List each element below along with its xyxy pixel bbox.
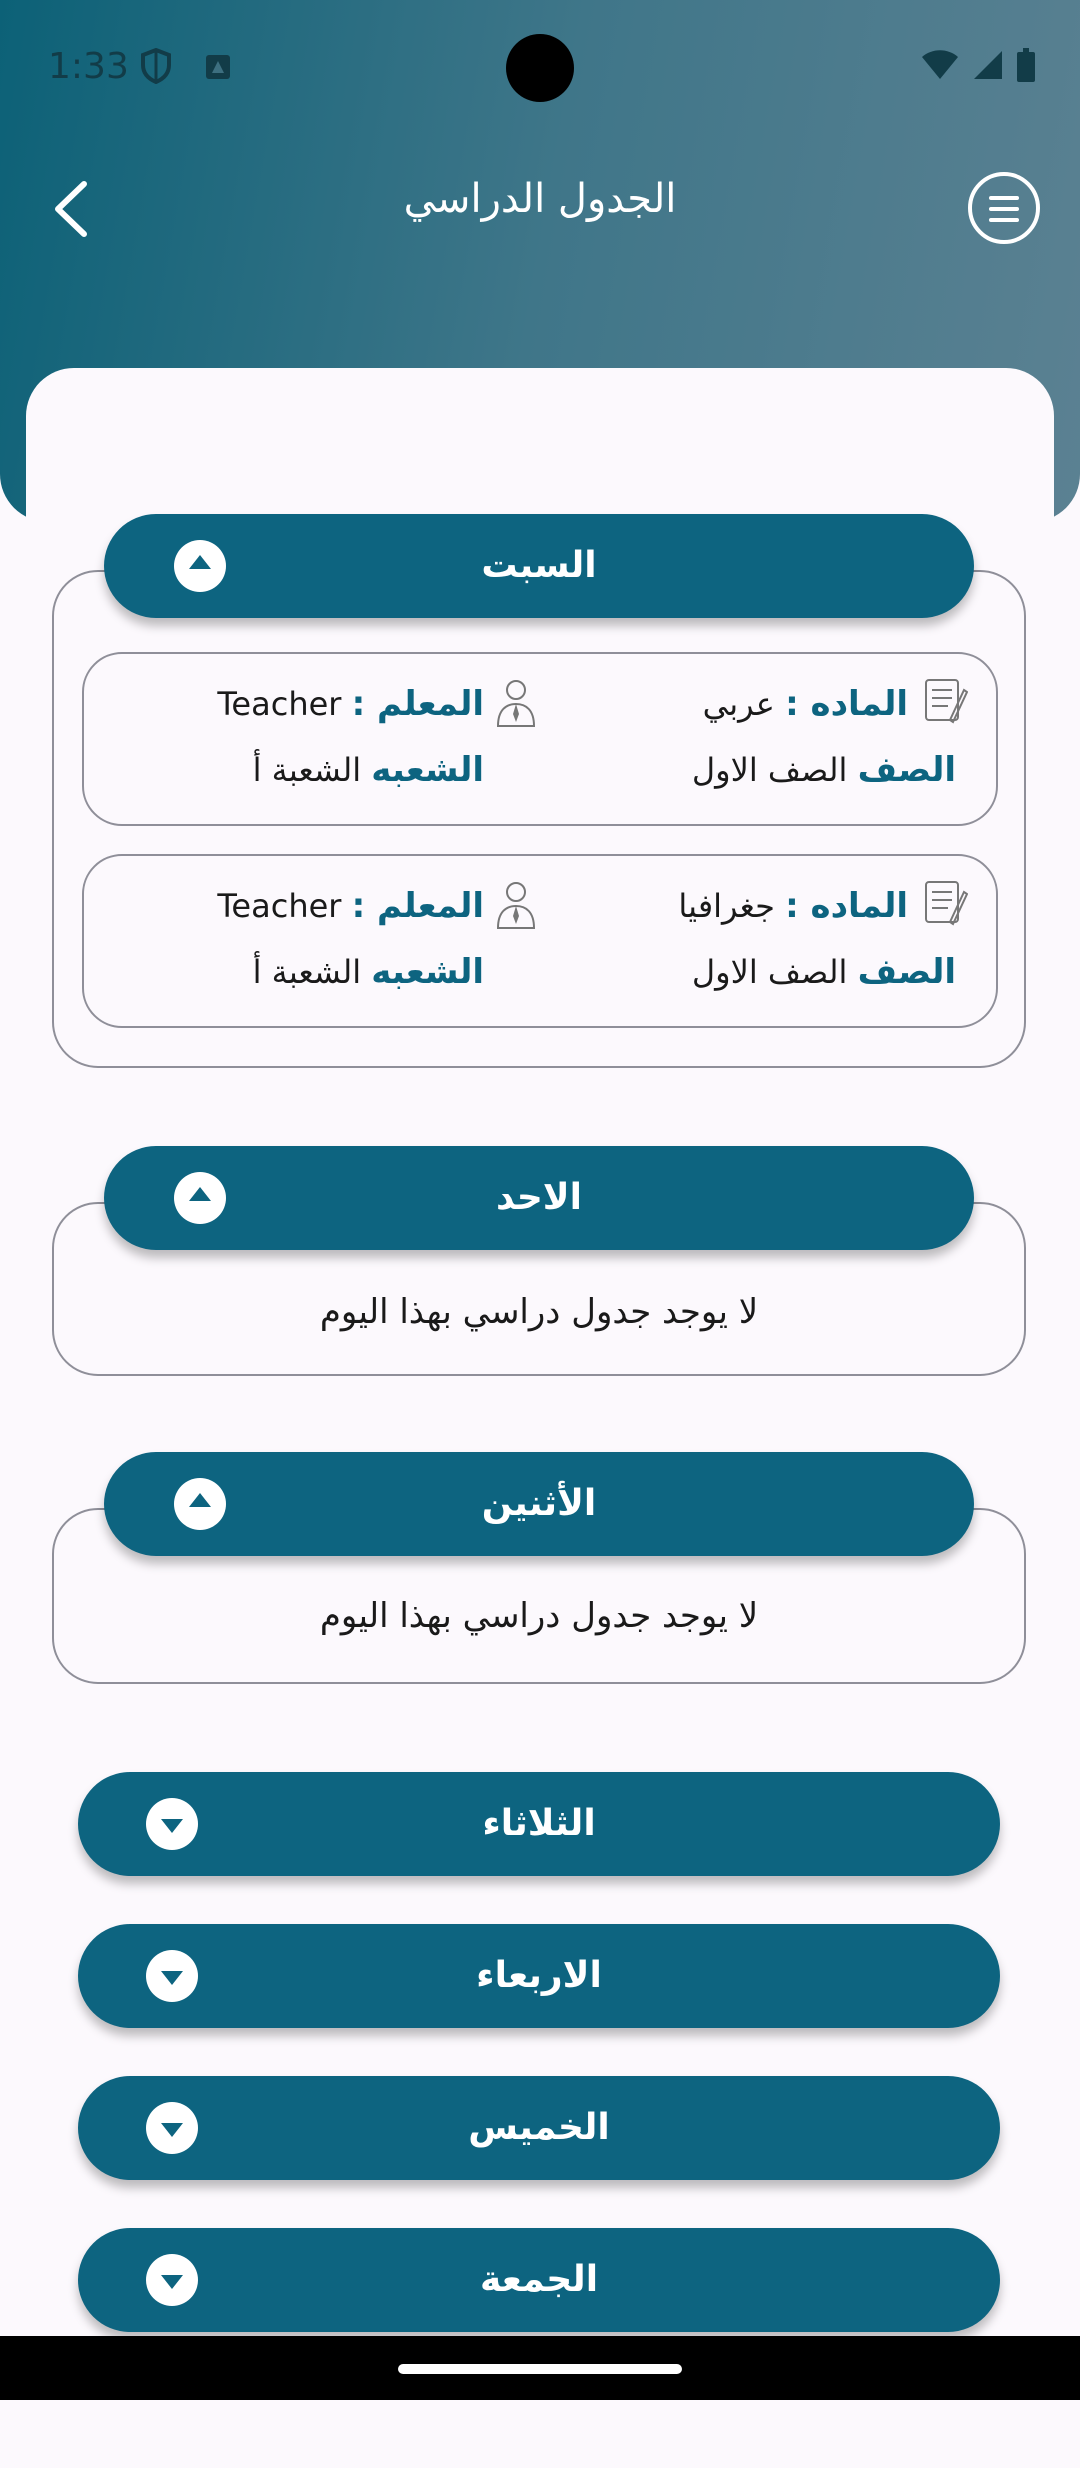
teacher-label: المعلم : xyxy=(351,684,484,724)
day-header-thursday[interactable] xyxy=(78,2076,1000,2180)
status-bar xyxy=(0,0,1080,140)
section-row xyxy=(253,952,484,992)
day-label: الاحد xyxy=(496,1177,582,1218)
lesson-card xyxy=(82,652,998,826)
day-label: الجمعة xyxy=(479,2259,599,2300)
grade-row xyxy=(692,750,956,790)
home-handle[interactable] xyxy=(398,2364,682,2374)
menu-icon[interactable] xyxy=(968,172,1040,244)
day-header-friday[interactable] xyxy=(78,2228,1000,2332)
teacher-label: المعلم : xyxy=(351,886,484,926)
status-time: 1:33 xyxy=(48,46,129,87)
section-label: الشعبه xyxy=(371,750,484,790)
day-header-sunday[interactable] xyxy=(104,1146,974,1250)
day-header-wednesday[interactable] xyxy=(78,1924,1000,2028)
lesson-card xyxy=(82,854,998,1028)
subject-label: الماده : xyxy=(785,684,908,724)
day-header-saturday[interactable] xyxy=(104,514,974,618)
teacher-row xyxy=(217,886,484,926)
teacher-value: Teacher xyxy=(217,887,342,925)
teacher-value: Teacher xyxy=(217,685,342,723)
subject-label: الماده : xyxy=(785,886,908,926)
grade-value: الصف الاول xyxy=(691,751,848,789)
signal-icon xyxy=(972,49,1004,81)
subject-row xyxy=(678,886,908,926)
grade-label: الصف xyxy=(857,952,956,992)
subject-value: عربي xyxy=(702,685,775,723)
grade-row xyxy=(692,952,956,992)
day-header-monday[interactable] xyxy=(104,1452,974,1556)
day-label: الثلاثاء xyxy=(482,1803,596,1844)
empty-message: لا يوجد جدول دراسي بهذا اليوم xyxy=(319,1292,759,1332)
day-label: الاربعاء xyxy=(476,1955,602,1996)
section-row xyxy=(253,750,484,790)
notebook-icon xyxy=(922,676,968,726)
teacher-icon xyxy=(494,878,538,930)
section-label: الشعبه xyxy=(371,952,484,992)
day-label: الأثنين xyxy=(481,1483,597,1524)
subject-value: جغرافيا xyxy=(678,887,775,925)
navigation-bar xyxy=(0,2336,1080,2400)
teacher-row xyxy=(217,684,484,724)
wifi-icon xyxy=(920,49,960,81)
day-label: الخميس xyxy=(468,2107,610,2148)
day-header-tuesday[interactable] xyxy=(78,1772,1000,1876)
section-value: الشعبة أ xyxy=(252,953,362,991)
grade-value: الصف الاول xyxy=(691,953,848,991)
subject-row xyxy=(703,684,908,724)
notebook-icon xyxy=(922,878,968,928)
grade-label: الصف xyxy=(857,750,956,790)
page-title: الجدول الدراسي xyxy=(403,176,677,222)
section-value: الشعبة أ xyxy=(252,751,362,789)
day-label: السبت xyxy=(481,545,597,586)
teacher-icon xyxy=(494,676,538,728)
camera-cutout xyxy=(506,34,574,102)
empty-message: لا يوجد جدول دراسي بهذا اليوم xyxy=(319,1596,759,1636)
battery-icon xyxy=(1016,48,1036,82)
shield-icon xyxy=(140,48,172,84)
keyboard-icon xyxy=(206,55,230,79)
